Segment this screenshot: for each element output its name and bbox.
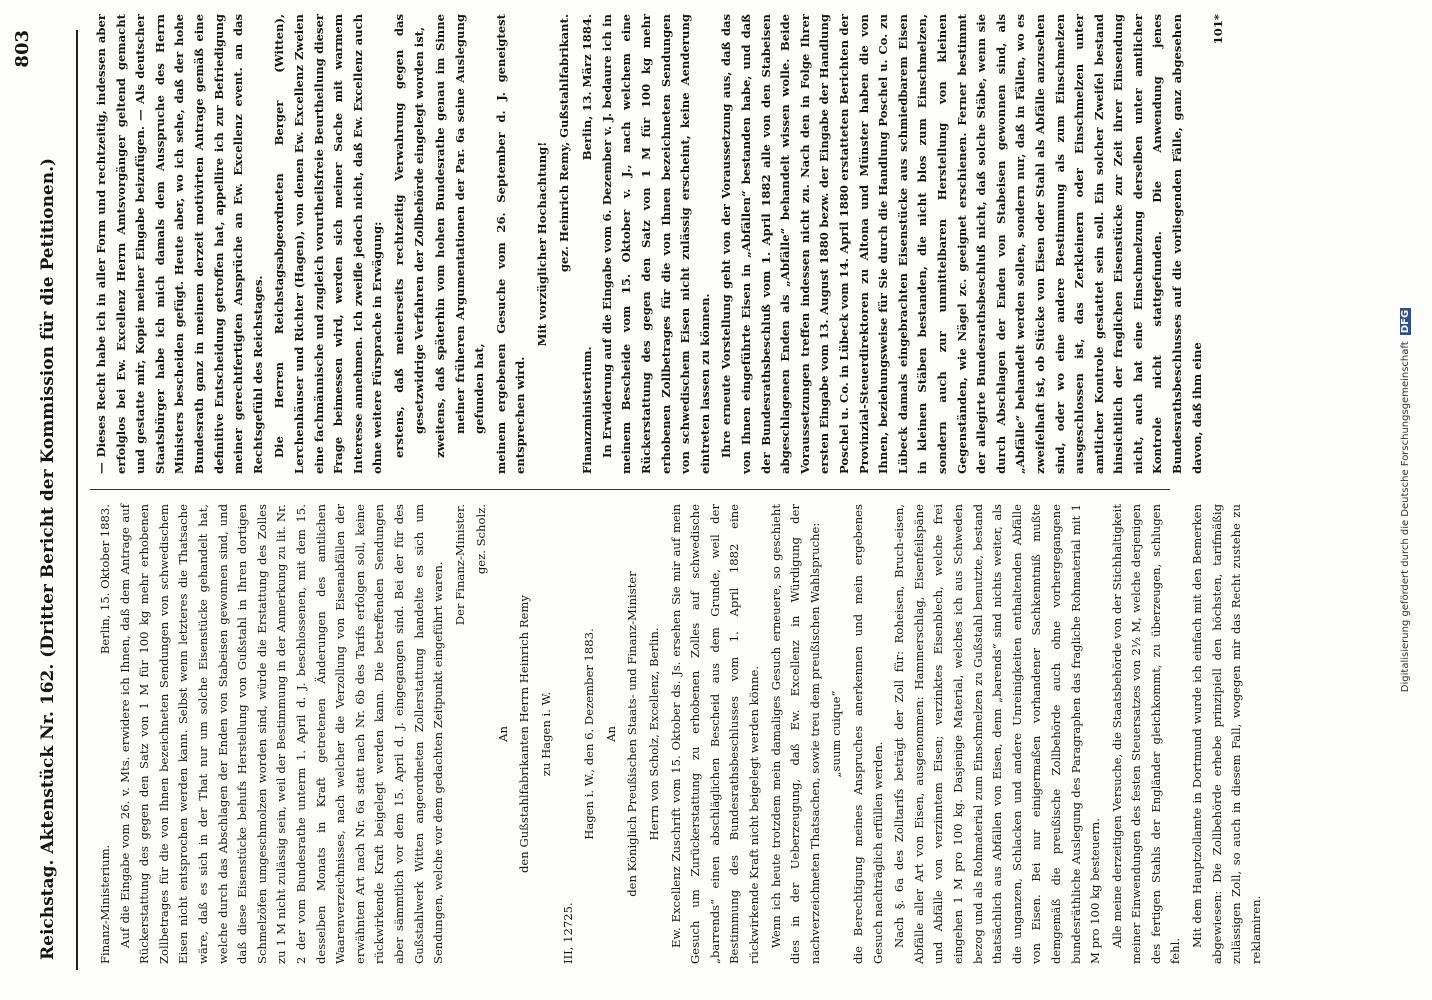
dfg-logo: DFG: [1400, 309, 1411, 334]
header-title: Reichstag. Aktenstück Nr. 162. (Dritter Bericht der Kommission für die Petitionen.): [38, 157, 58, 960]
right-column: [92, 14, 1226, 474]
letter1-address-2: den Gußstahlfabrikanten Herrn Heinrich Remy: [517, 595, 532, 873]
letter2-address-1: An: [603, 726, 618, 742]
letter2-para-4: Nach §. 6a des Zolltarifs beträgt der Zoll für: Roheisen, Bruch-eisen, Abfälle aller Art von Eisen, ausgenommen: Hammerschlag, Eisenfeilspäne und Abfälle von verzinntem Eisen; verzinktes Eisenblech, welche frei eingehen 1 M pro 100 kg. Dasjenige Material, welches ich aus Schweden bezog und als Rohmaterial zum Einschmelzen zu Gußstahl benutzte, bestand thatsächlich aus Abfällen von Eisen, denn „barends“ sind nichts weiter, als die unganzen, Schlacken und andere Unreinigkeiten enthaltenden Abfälle von Eisen. Bei nur einigermaßen vorhandener Sachkenntniß mußte demgemäß die preußische Zollbehörde auch ohne vorhergegangene bundesräthliche Auslegung des Paragraphen das fragliche Rohmaterial mit 1 M pro 100 kg besteuern.: [892, 504, 1103, 964]
letter2-date: Hagen i. W., den 6. Dezember 1883.: [582, 628, 597, 840]
letter3-para-2: Ihre erneute Vorstellung geht von der Voraussetzung aus, daß das von Ihnen eingeführte Eisen in „Abfällen“ bestanden habe, und daß der Bundesrathsbeschluß vom 1. April 1882 alle von den Stabeisen abgeschlagenen Enden als „Abfälle“ behandelt wissen wolle. Beide Voraussetzungen treffen indessen nicht zu. Nach den in Folge Ihrer ersten Eingabe vom 13. August 1880 bezw. der Eingabe der Handlung Poschel u. Co. in Lübeck vom 14. April 1880 erstatteten Berichten der Provinzial-Steuerdirektoren zu Altona und Münster haben die von Ihnen, beziehungsweise für Sie durch die Handlung Poschel u. Co. zu Lübeck damals eingebrachten Eisenstücke aus schmiedbarem Eisen in kleinen Stäben bestanden, die nicht blos zum Einschmelzen, sondern auch zur unmittelbaren Herstellung von kleinen Gegenständen, wie Nägel zc. geeignet erschienen. Ferner bestimmt der allegirte Bundesrathsbeschluß nicht, daß solche Stäbe, wenn sie durch Abschlagen der Enden von Stabeisen gewonnen sind, als „Abfälle“ behandelt werden sollen, sondern nur, daß in Fällen, wo es zweifelhaft ist, ob Stücke von Eisen oder Stahl als Abfälle anzusehen sind, oder wo eine andere Bestimmung als zum Einschmelzen ausgeschlossen ist, das Zerkleinern oder Einschmelzen unter amtlicher Kontrole gestattet sein soll. Ein solcher Zweifel bestand hinsichtlich der fraglichen Eisenstücke zur Zeit ihrer Einsendung nicht, auch hat eine Einschmelzung derselben unter amtlicher Kontrole nicht stattgefunden. Die Anwendung jenes Bundesrathsbeschlusses auf die vorliegenden Fälle, ganz abgesehen davon, daß ihm eine: [719, 14, 1204, 474]
letter1-address-3: zu Hagen i. W.: [539, 691, 554, 777]
letter1-reference: III, 12725.: [560, 902, 575, 964]
running-header: [12, 30, 72, 970]
letter2-para-3: die Berechtigung meines Anspruches anerkennen und mein ergebenes Gesuch nachträglich erfüllen werden.: [850, 504, 885, 964]
letter2-para-7: — Dieses Recht habe ich in aller Form und rechtzeitig, indessen aber erfolglos bei Ew. Excellenz Herrn Amtsvorgänger geltend gemacht und gestatte mir, Kopie meiner Eingabe beizufügen. — Als deutscher Staatsbürger habe ich mich damals dem Ausspruche des Herrn Ministers bescheiden gefügt. Heute aber, wo ich sehe, daß der hohe Bundesrath ganz in meinem derzeit motivirten Antrage gemäß eine definitive Entscheidung getroffen hat, appellire ich zur Befriedigung meiner gerechtfertigten Ansprüche an Ew. Excellenz event. an das Rechtsgefühl des Reichstages.: [94, 14, 265, 474]
letter2-para-5: Alle meine derzeitigen Versuche, die Staatsbehörde von der Stichhaltigkeit meiner Einwendungen des festen Steuersatzes von 2½ M, welche derjenigen des fertigen Stahls der Engländer gleichkommt, zu überzeugen, schlugen fehl.: [1109, 504, 1183, 964]
page-number: 803: [12, 30, 33, 68]
letter2-address-2: den Königlich Preußischen Staats- und Finanz-Minister: [625, 571, 640, 897]
letter2-item-1: erstens, daß meinerseits rechtzeitig Verwahrung gegen das gesetzwidrige Verfahren der Zollbehörde eingelegt worden ist,: [391, 14, 426, 458]
letter2-motto: „suum cuique“: [829, 690, 844, 778]
letter2-para-9: meinem ergebenen Gesuche vom 26. September d. J. geneigtest entsprechen wird.: [493, 14, 528, 474]
letter3-para-1: In Erwiderung auf die Eingabe vom 6. Dezember v. J. bedaure ich in meinem Bescheide vom 15. Oktober v. J., nach welchem eine Rückerstattung des gegen den Satz von 1 M für 100 kg mehr erhobenen Zollbetrages für die von Ihnen bezeichneten Sendungen von schwedischem Eisen nicht zulässig erscheint, keine Aenderung eintreten lassen zu können.: [599, 14, 712, 474]
letter1-sign-title: Der Finanz-Minister.: [452, 504, 467, 626]
letter1-sign-name: gez. Scholz.: [474, 504, 489, 575]
header-rule: [76, 30, 78, 970]
letter2-closing: Mit vorzüglicher Hochachtung!: [535, 141, 550, 347]
letter1-heading: [96, 504, 116, 964]
column-divider: [90, 489, 1170, 490]
letter1-sender: Finanz-Ministerium.: [98, 844, 112, 964]
letter3-date: Berlin, 13. März 1884.: [580, 14, 595, 161]
digitization-credit: [1400, 0, 1411, 1000]
letter1-address-1: An: [495, 726, 510, 742]
credit-text: Digitalisierung gefördert durch die Deutsche Forschungsgemeinschaft: [1400, 341, 1411, 693]
letter3-heading: [578, 14, 598, 474]
letter1-body: Auf die Eingabe vom 26. v. Mts. erwidere ich Ihnen, daß dem Antrage auf Rückerstattung des gegen den Satz von 1 M für 100 kg mehr erhobenen Zollbetrages für die von Ihnen bezeichneten Sendungen von schwedischem Eisen nicht entsprochen werden kann. Selbst wenn letzteres die Thatsache wäre, daß es sich in der That nur um solche Eisenstücke gehandelt hat, welche durch das Abschlagen der Enden von Stabeisen gewonnen sind, und daß diese Eisenstücke behufs Herstellung von Gußstahl in Ihren dortigen Schmelzöfen umgeschmolzen worden sind, würde die Erstattung des Zolles zu 1 M nicht zulässig sein, weil der Bestimmung in der Anmerkung zu lit. Nr. 2 der vom Bundesrathe unterm 1. April d. J. beschlossenen, mit dem 15. desselben Monats in Kraft getretenen Änderungen des amtlichen Waarenverzeichnisses, nach welcher die Verzollung von Eisenabfällen der erwähnten Art nach Nr. 6a statt nach Nr. 6b des Tarifs erfolgen soll, keine rückwirkende Kraft beigelegt werden kann. Die betreffenden Sendungen aber sämmtlich vor dem 15. April d. J. eingegangen sind. Bei der für des Gußstahlwerk Witten angeordneten Zollerstattung handelte es sich um Sendungen, welche vor dem gedachten Zeitpunkt eingeführt waren.: [117, 504, 446, 964]
letter3-sender: Finanzministerium.: [580, 346, 595, 474]
letter2-para-1: Ew. Excellenz Zuschrift vom 15. Oktober ds. Js. ersehen Sie mir auf mein Gesuch um Zurückerstattung zu erhobenen Zolles auf schwedische „barrends“ einen abschläglichen Bescheid aus dem Grunde, weil der Bestimmung des Bundesrathsbeschlusses vom 1. April 1882 eine rückwirkende Kraft nicht beigelegt werden könne.: [668, 504, 761, 964]
letter2-para-2: Wenn ich heute trotzdem mein damaliges Gesuch erneuere, so geschieht dies in der Ueberzeugung, daß Ew. Excellenz in Würdigung der nachverzeichneten Thatsachen, sowie treu dem preußischen Wahlspruche:: [768, 504, 822, 964]
sheet-mark: 101*: [1211, 14, 1226, 45]
letter1-date: Berlin, 15. Oktober 1883.: [98, 504, 112, 655]
left-column: [92, 504, 1263, 964]
letter2-signature: gez. Heinrich Remy, Gußstahlfabrikant.: [556, 14, 571, 273]
letter2-item-2: zweitens, daß späterhin vom hohen Bundesrathe genau im Sinne meiner früheren Argumentationen der Par. 6a seine Auslegung gefunden hat,: [433, 14, 487, 458]
letter2-para-6: Mit dem Hauptzollamte in Dortmund wurde ich einfach mit den Bemerken abgewiesen: Die Zollbehörde erhebe prinzipiell den höchsten, tarifmäßig zulässigen Zoll, so auch in diesem Fall, wogegen mir das Recht zustehe zu reklamiren.: [1190, 504, 1263, 964]
letter2-para-8: Die Herren Reichstagsabgeordneten Berger (Witten), Lerchenhäuser und Richter (Hagen), von denen Ew. Excellenz Zweien eine fachmännische und zugleich vorurtheilsfreie Beurtheilung dieser Frage beimessen wird, werden sich meiner Sache mit warmem Interesse annehmen. Ich zweifle jedoch nicht, daß Ew. Excellenz auch ohne weitere Fürsprache in Erwägung:: [272, 14, 385, 474]
letter2-address-3: Herrn von Scholz, Excellenz, Berlin.: [647, 627, 662, 841]
